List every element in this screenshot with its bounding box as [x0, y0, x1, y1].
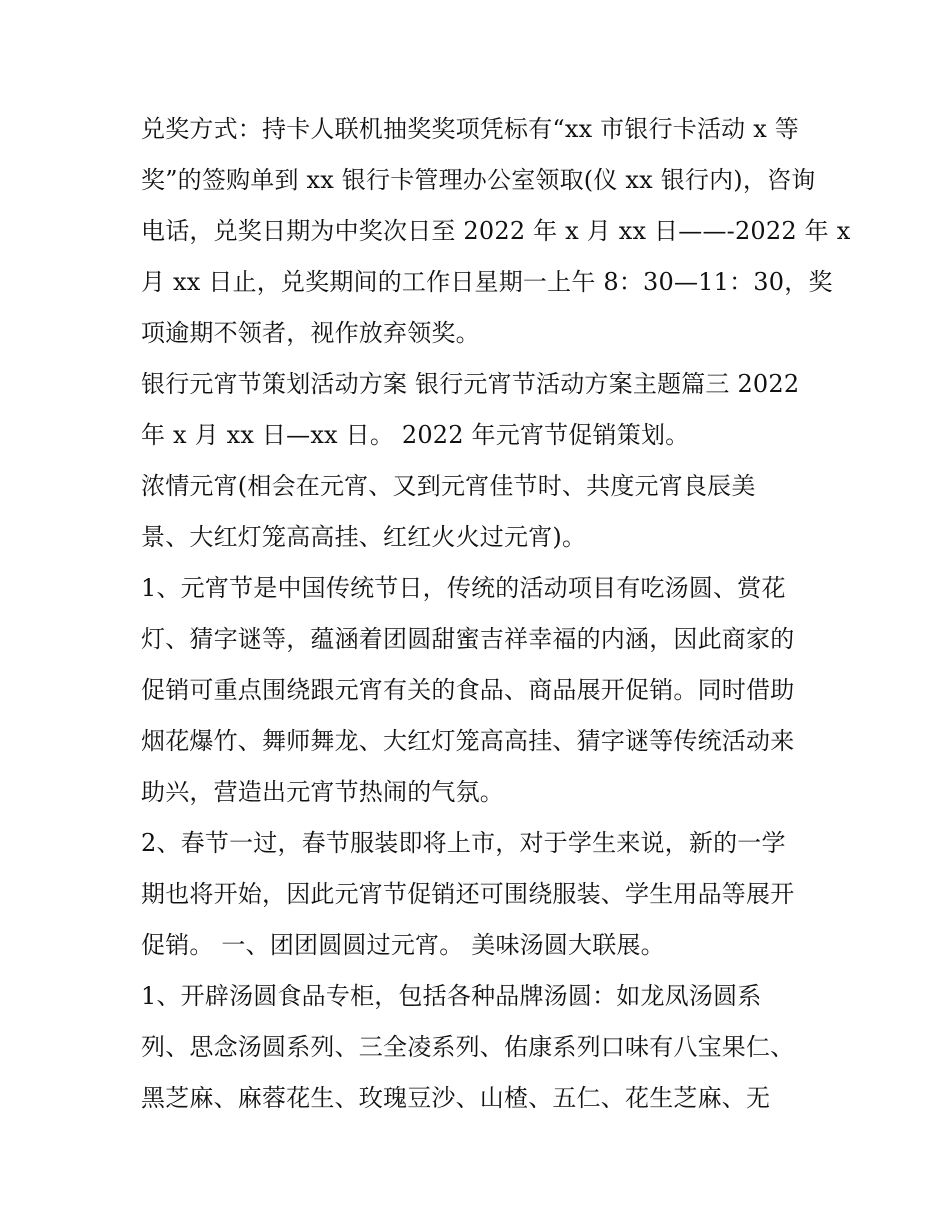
- text-line: 银行元宵节策划活动方案 银行元宵节活动方案主题篇三 2022: [141, 370, 800, 398]
- text-line: 2、春节一过，春节服装即将上市，对于学生来说，新的一学: [141, 829, 786, 857]
- text-line: 期也将开始，因此元宵节促销还可围绕服装、学生用品等展开: [141, 880, 795, 908]
- text-line: 促销可重点围绕跟元宵有关的食品、商品展开促销。同时借助: [141, 676, 795, 704]
- text-line: 烟花爆竹、舞师舞龙、大红灯笼高高挂、猜字谜等传统活动来: [141, 727, 795, 755]
- text-line: 奖”的签购单到 xx 银行卡管理办公室领取(仪 xx 银行内)，咨询: [141, 166, 816, 194]
- text-line: 促销。 一、团团圆圆过元宵。 美味汤圆大联展。: [141, 931, 665, 959]
- paragraph-point-2: [141, 824, 821, 977]
- text-line: 电话，兑奖日期为中奖次日至 2022 年 x 月 xx 日——-2022 年 x: [141, 217, 851, 245]
- text-line: 灯、猜字谜等，蕴涵着团圆甜蜜吉祥幸福的内涵，因此商家的: [141, 625, 795, 653]
- text-line: 1、元宵节是中国传统节日，传统的活动项目有吃汤圆、赏花: [141, 574, 786, 602]
- paragraph-tangyuan-counter: [141, 977, 821, 1130]
- document-body: [141, 110, 851, 1130]
- text-line: 1、开辟汤圆食品专柜，包括各种品牌汤圆：如龙凤汤圆系: [141, 982, 762, 1010]
- text-line: 兑奖方式：持卡人联机抽奖奖项凭标有“xx 市银行卡活动 x 等: [141, 115, 799, 143]
- text-line: 月 xx 日止，兑奖期间的工作日星期一上午 8：30—11：30，奖: [141, 268, 833, 296]
- paragraph-prize-redemption: [141, 110, 851, 365]
- text-line: 列、思念汤圆系列、三全凌系列、佑康系列口味有八宝果仁、: [141, 1033, 795, 1061]
- paragraph-theme: [141, 467, 821, 569]
- paragraph-point-1: [141, 569, 821, 824]
- text-line: 项逾期不领者，视作放弃领奖。: [141, 319, 480, 347]
- paragraph-plan-title: [141, 365, 821, 467]
- text-line: 年 x 月 xx 日—xx 日。 2022 年元宵节促销策划。: [141, 421, 690, 449]
- text-line: 景、大红灯笼高高挂、红红火火过元宵)。: [141, 523, 587, 551]
- text-line: 黑芝麻、麻蓉花生、玫瑰豆沙、山楂、五仁、花生芝麻、无: [141, 1084, 771, 1112]
- text-line: 助兴，营造出元宵节热闹的气氛。: [141, 778, 504, 806]
- text-line: 浓情元宵(相会在元宵、又到元宵佳节时、共度元宵良辰美: [141, 472, 756, 500]
